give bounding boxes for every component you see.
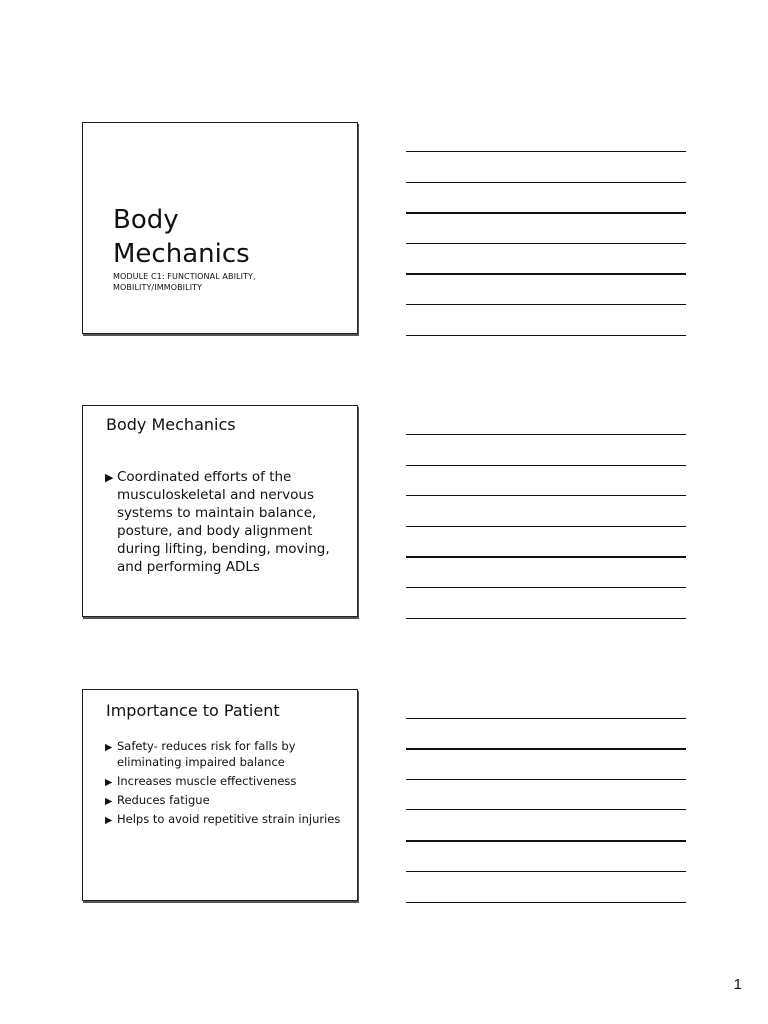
- bullet-list: [105, 468, 345, 576]
- bullet-list: [105, 739, 355, 831]
- bullet-item: [105, 793, 355, 809]
- bullet-text: Reduces fatigue: [117, 792, 210, 807]
- bullet-item: [105, 468, 345, 576]
- note-line: [406, 556, 686, 558]
- bullet-arrow-icon: ▶: [105, 742, 113, 753]
- bullet-arrow-icon: ▶: [105, 814, 113, 826]
- bullet-item: [105, 812, 355, 828]
- note-line: [406, 212, 686, 214]
- note-line: [406, 718, 686, 719]
- bullet-arrow-icon: ▶: [105, 776, 113, 788]
- note-line: [406, 871, 686, 872]
- bullet-item: [105, 739, 355, 770]
- note-line: [406, 840, 686, 842]
- slide-title: Body Mechanics: [113, 205, 250, 269]
- note-line: [406, 243, 686, 244]
- slide-thumbnail-body-mechanics: [82, 405, 358, 617]
- note-line: [406, 304, 686, 305]
- note-line: [406, 465, 686, 466]
- slide-heading: Body Mechanics: [106, 415, 236, 434]
- note-line: [406, 273, 686, 275]
- note-line: [406, 809, 686, 810]
- note-line: [406, 495, 686, 496]
- note-line: [406, 335, 686, 336]
- page-number: 1: [733, 976, 742, 993]
- note-line: [406, 434, 686, 435]
- slide-heading: Importance to Patient: [106, 701, 280, 720]
- bullet-arrow-icon: ▶: [105, 795, 113, 807]
- note-line: [406, 618, 686, 619]
- bullet-text: Increases muscle effectiveness: [117, 773, 297, 788]
- slide-subtitle: MODULE C1: FUNCTIONAL ABILITY, MOBILITY/IMMOBILITY: [113, 272, 256, 292]
- note-line: [406, 526, 686, 527]
- slide-thumbnail-importance: [82, 689, 358, 901]
- bullet-arrow-icon: ▶: [105, 471, 114, 484]
- bullet-item: [105, 774, 355, 790]
- note-line: [406, 182, 686, 183]
- bullet-text: Helps to avoid repetitive strain injuries: [117, 811, 341, 826]
- slide-thumbnail-title: [82, 122, 358, 334]
- note-line: [406, 779, 686, 780]
- note-line: [406, 587, 686, 588]
- note-line: [406, 151, 686, 152]
- bullet-text: Safety- reduces risk for falls by eliminating impaired balance: [117, 739, 296, 769]
- note-line: [406, 902, 686, 903]
- bullet-text: Coordinated efforts of the musculoskeletal and nervous systems to maintain balance, posture, and body alignment during lifting, bending, moving, and performing ADLs: [117, 469, 330, 575]
- note-line: [406, 748, 686, 750]
